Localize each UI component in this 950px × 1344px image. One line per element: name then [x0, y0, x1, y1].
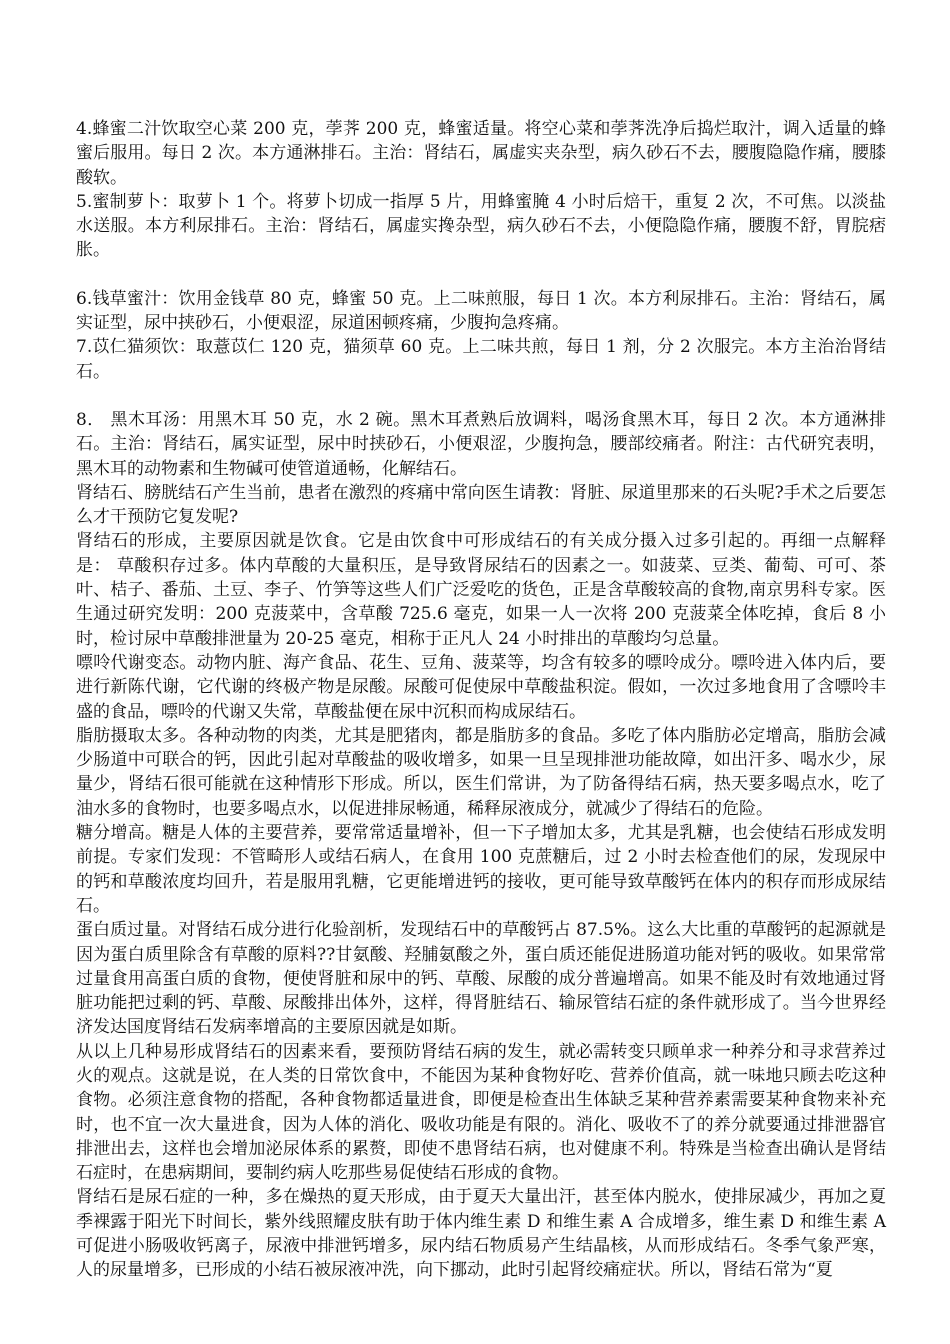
paragraph-sugar-intake: 糖分增高。糖是人体的主要营养，要常常适量增补，但一下子增加太多，尤其是乳糖，也会使结石形成发明前提。专家们发现：不管畸形人或结石病人，在食用 100 克蔗糖后，过 2 小时去检查他们的尿，发现尿中的钙和草酸浓度均回升，若是服用乳糖，它更能增进钙的接收，更可能导致草酸钙在体内的积存而形成尿结石。	[76, 823, 886, 916]
paragraph-honey-radish-recipe: 5.蜜制萝卜：取萝卜 1 个。将萝卜切成一指厚 5 片，用蜂蜜腌 4 小时后焙干，重复 2 次，不可焦。以淡盐水送服。本方利尿排石。主治：肾结石，属虚实搀杂型，病久砂石不去，小便隐隐作痛，腰腹不舒，胃脘痞胀。	[76, 191, 886, 261]
paragraph-purine-metabolism: 嘌呤代谢变态。动物内脏、海产食品、花生、豆角、菠菜等，均含有较多的嘌呤成分。嘌呤进入体内后，要进行新陈代谢，它代谢的终极产物是尿酸。尿酸可促使尿中草酸盐积淀。假如，一次过多地食用了含嘌呤丰盛的食品，嘌呤的代谢又失常，草酸盐便在尿中沉积而构成尿结石。	[76, 652, 886, 722]
paragraph-patient-question: 肾结石、膀胱结石产生当前，患者在激烈的疼痛中常向医生请教：肾脏、尿道里那来的石头呢?手术之后要怎么才干预防它复发呢?	[76, 482, 886, 528]
paragraph-prevention-advice: 从以上几种易形成肾结石的因素来看，要预防肾结石病的发生，就必需转变只顾单求一种养分和寻求营养过火的观点。这就是说，在人类的日常饮食中，不能因为某种食物好吃、营养价值高，就一味地只顾去吃这种食物。必须注意食物的搭配，各种食物都适量进食，即便是检查出生体缺乏某种营养素需要某种食物来补充时，也不宜一次大量进食，因为人体的消化、吸收功能是有限的。消化、吸收不了的养分就要通过排泄器官排泄出去，这样也会增加泌尿体系的累赘，即使不患肾结石病，也对健康不利。特殊是当检查出确认是肾结石症时，在患病期间，要制约病人吃那些易促使结石形成的食物。	[76, 1041, 886, 1184]
paragraph-yiren-maoxu-recipe: 7.苡仁猫须饮：取薏苡仁 120 克，猫须草 60 克。上二味共煎，每日 1 剂，分 2 次服完。本方主治治肾结石。	[76, 337, 886, 382]
paragraph-oxalic-acid: 肾结石的形成，主要原因就是饮食。它是由饮食中可形成结石的有关成分摄入过多引起的。再细一点解释是： 草酸积存过多。体内草酸的大量积压，是导致肾尿结石的因素之一。如菠菜、豆类、葡萄、可可、茶叶、桔子、番茄、土豆、李子、竹笋等这些人们广泛爱吃的货色，正是含草酸较高的食物,南京男科专家。医生通过研究发明：200 克菠菜中，含草酸 725.6 毫克，如果一人一次将 200 克菠菜全体吃掉，食后 8 小时，检讨尿中草酸排泄量为 20-25 毫克，相称于正凡人 24 小时排出的草酸均匀总量。	[76, 531, 886, 649]
paragraph-protein-excess: 蛋白质过量。对肾结石成分进行化验剖析，发现结石中的草酸钙占 87.5%。这么大比重的草酸钙的起源就是因为蛋白质里除含有草酸的原料??甘氨酸、羟脯氨酸之外，蛋白质还能促进肠道功能对钙的吸收。如果常常过量食用高蛋白质的食物，便使肾脏和尿中的钙、草酸、尿酸的成分普遍增高。如果不能及时有效地通过肾脏功能把过剩的钙、草酸、尿酸排出体外，这样，得肾脏结石、输尿管结石症的条件就形成了。当今世界经济发达国度肾结石发病率增高的主要原因就是如斯。	[76, 920, 886, 1038]
paragraph-black-fungus-recipe: 8． 黑木耳汤：用黑木耳 50 克，水 2 碗。黑木耳煮熟后放调料，喝汤食黑木耳，每日 2 次。本方通淋排石。主治：肾结石，属实证型，尿中时挟砂石，小便艰涩，少腹拘急，腰部绞痛者。附注：古代研究表明，黑木耳的动物素和生物碱可使管道通畅，化解结石。	[76, 409, 886, 479]
paragraph-summer-formation: 肾结石是尿石症的一种，多在燥热的夏天形成，由于夏天大量出汗，甚至体内脱水，使排尿减少，再加之夏季裸露于阳光下时间长，紫外线照耀皮肤有助于体内维生素 D 和维生素 A 合成增多，维生素 D 和维生素 A 可促进小肠吸收钙离子，尿液中排泄钙增多，尿内结石物质易产生结晶核，从而形成结石。冬季气象严寒，人的尿量增多，已形成的小结石被尿液冲洗，向下挪动，此时引起肾绞痛症状。所以，肾结石常为“夏	[76, 1187, 886, 1281]
paragraph-jinqiancao-honey-recipe: 6.钱草蜜汁：饮用金钱草 80 克，蜂蜜 50 克。上二味煎服，每日 1 次。本方利尿排石。主治：肾结石，属实证型，尿中挟砂石，小便艰涩，尿道困顿疼痛，少腹拘急疼痛。	[76, 288, 886, 334]
paragraph-fat-intake: 脂肪摄取太多。各种动物的肉类，尤其是肥猪肉，都是脂肪多的食品。多吃了体内脂肪必定增高，脂肪会减少肠道中可联合的钙，因此引起对草酸盐的吸收增多，如果一旦呈现排泄功能故障，如出汗多、喝水少，尿量少，肾结石很可能就在这种情形下形成。所以，医生们常讲，为了防备得结石病，热天要多喝点水，吃了油水多的食物时，也要多喝点水，以促进排尿畅通，稀释尿液成分，就减少了得结石的危险。	[76, 725, 886, 819]
paragraph-honey-juice-recipe: 4.蜂蜜二汁饮取空心菜 200 克，荸荠 200 克，蜂蜜适量。将空心菜和荸荠洗净后捣烂取汁，调入适量的蜂蜜后服用。每日 2 次。本方通淋排石。主治：肾结石，属虚实夹杂型，病久砂石不去，腰腹隐隐作痛，腰膝酸软。	[76, 119, 886, 188]
document-page	[76, 117, 886, 1283]
paragraph-spacer	[76, 263, 886, 287]
paragraph-spacer	[76, 384, 886, 408]
